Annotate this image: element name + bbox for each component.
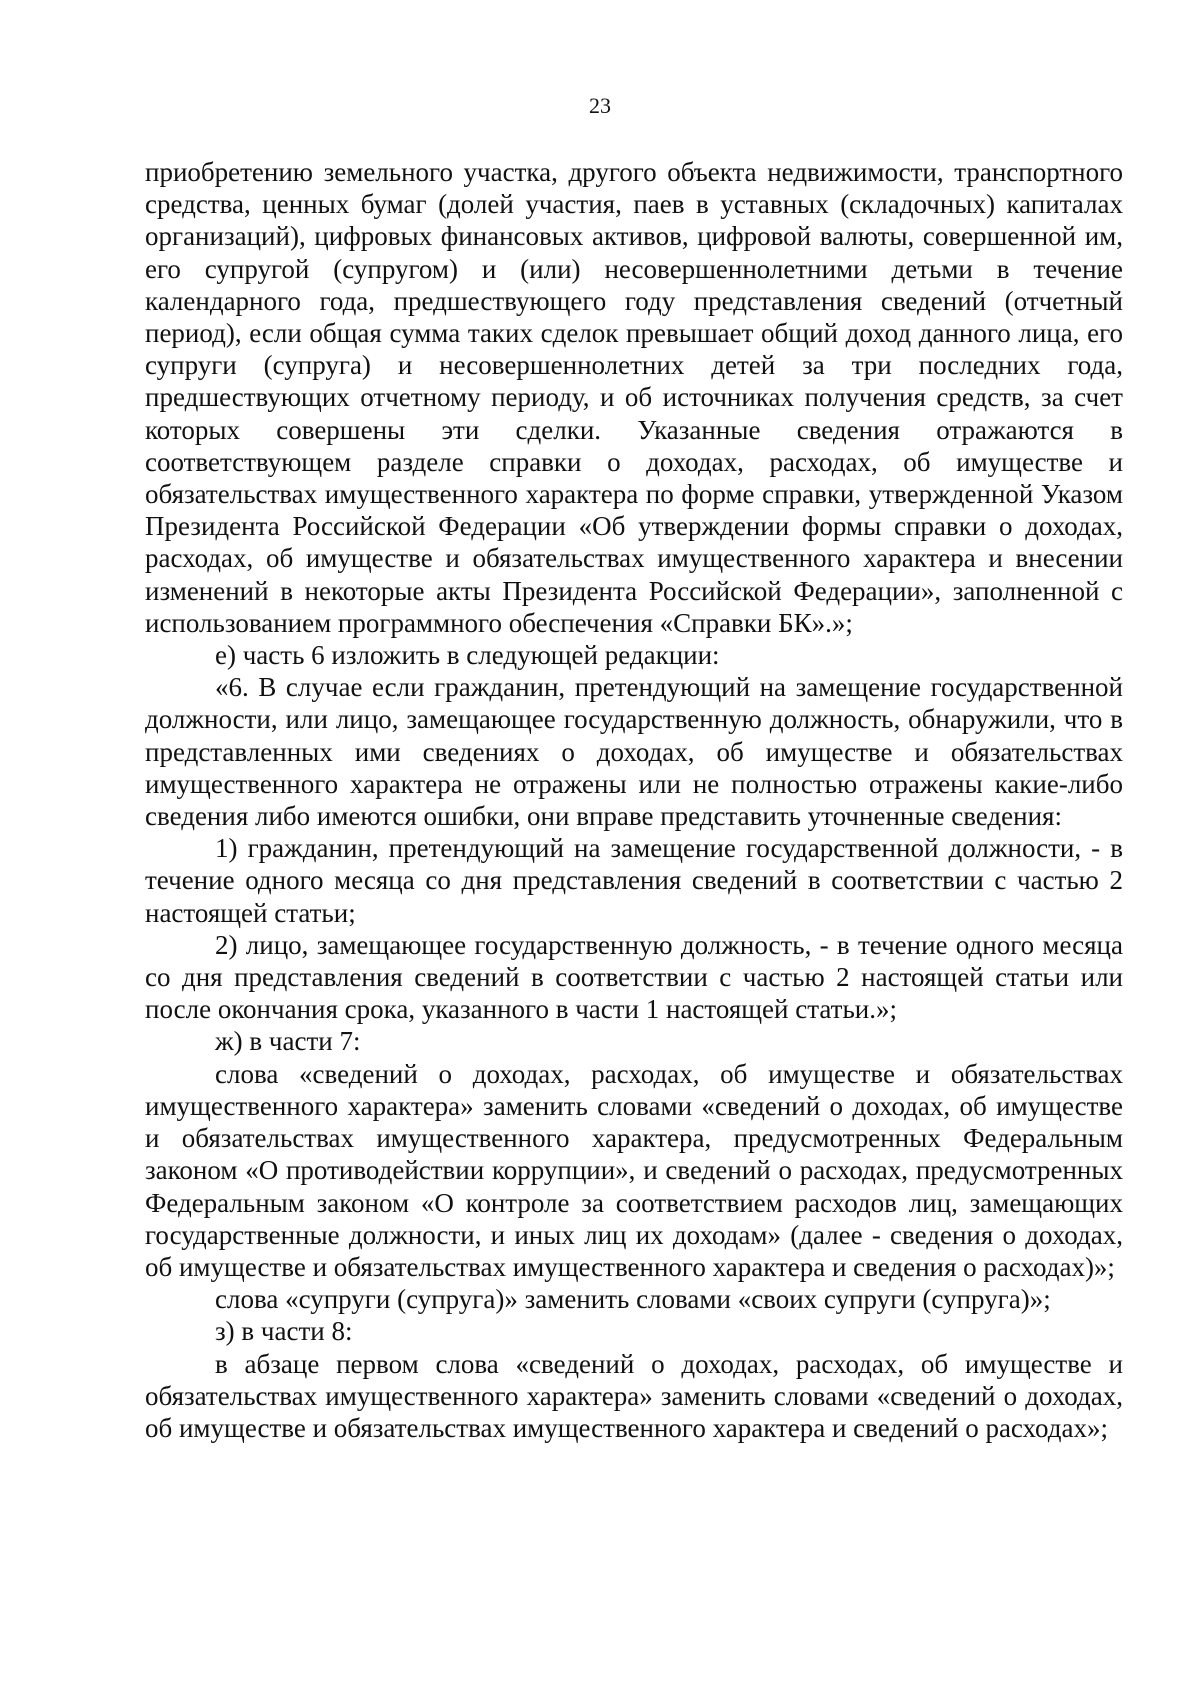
paragraph-item-e: е) часть 6 изложить в следующей редакции: [215,640,720,671]
paragraph-item-z: з) в части 8: [215,1316,353,1347]
paragraph-first-abzac: в абзаце первом слова «сведений о доходах, расходах, об имуществе и обязательствах имущественного характера» заменить словами «сведений о доходах, об имуществе и обязательствах имущественного характера и сведений о расходах»; [145,1348,1123,1443]
paragraph-words-replacement-1: слова «сведений о доходах, расходах, об имуществе и обязательствах имущественного характера» заменить словами «сведений о доходах, об имуществе и обязательствах имущественного характера, предусмотренных Федеральным законом «О противодействии коррупции», и сведений о расходах, предусмотренных Федеральным законом «О контроле за соответствием расходов лиц, замещающих государственные должности, и иных лиц их доходам» (далее - сведения о доходах, об имуществе и обязательствах имущественного характера и сведения о расходах)»; [145,1058,1123,1282]
paragraph-subitem-1: 1) гражданин, претендующий на замещение государственной должности, - в течение одного месяца со дня представления сведений в соответствии с частью 2 настоящей статьи; [145,833,1123,928]
page-number: 23 [589,93,611,118]
paragraph-words-replacement-2: слова «супруги (супруга)» заменить словами «своих супруги (супруга)»; [215,1284,1051,1315]
paragraph-item-zh: ж) в части 7: [215,1026,361,1057]
paragraph-subitem-2: 2) лицо, замещающее государственную должность, - в течение одного месяца со дня представления сведений в соответствии с частью 2 настоящей статьи или после окончания срока, указанного в части 1 настоящей статьи.»; [145,929,1123,1025]
document-body [145,156,1123,1444]
paragraph-part-6: «6. В случае если гражданин, претендующий на замещение государственной должности, или лицо, замещающее государственную должность, обнаружили, что в представленных ими сведениях о доходах, об имуществе и обязательствах имущественного характера не отражены или не полностью отражены какие-либо сведения либо имеются ошибки, они вправе представить уточненные сведения: [145,672,1123,832]
paragraph-continuation: приобретению земельного участка, другого объекта недвижимости, транспортного средства, ценных бумаг (долей участия, паев в уставных (складочных) капиталах организаций), цифровых финансовых активов, цифровой валюты, совершенной им, его супругой (супругом) и (или) несовершеннолетними детьми в течение календарного года, предшествующего году представления сведений (отчетный период), если общая сумма таких сделок превышает общий доход данного лица, его супруги (супруга) и несовершеннолетних детей за три последних года, предшествующих отчетному периоду, и об источниках получения средств, за счет которых совершены эти сделки. Указанные сведения отражаются в соответствующем разделе справки о доходах, расходах, об имуществе и обязательствах имущественного характера по форме справки, утвержденной Указом Президента Российской Федерации «Об утверждении формы справки о доходах, расходах, об имуществе и обязательствах имущественного характера и внесении изменений в некоторые акты Президента Российской Федерации», заполненной с использованием программного обеспечения «Справки БК».»; [145,157,1123,638]
